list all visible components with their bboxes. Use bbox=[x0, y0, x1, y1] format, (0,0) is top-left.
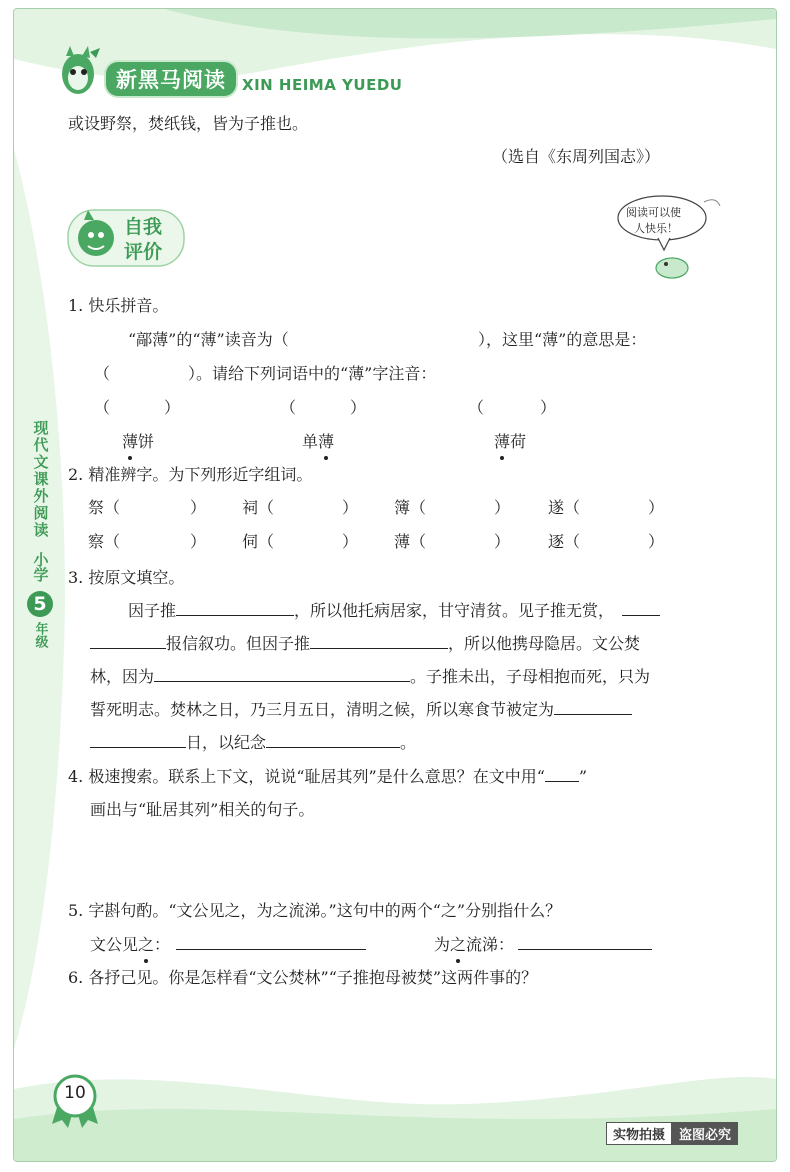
q3-l3-a: 林，因为 bbox=[90, 667, 155, 686]
q5-b-pre: 为 bbox=[434, 935, 451, 954]
q3-blank-4[interactable] bbox=[154, 665, 410, 682]
brand-title-cn: 新黑马阅读 bbox=[106, 62, 236, 96]
q2-r1-c1: 祭（ bbox=[88, 498, 121, 517]
stamp-right: 盗图必究 bbox=[672, 1122, 738, 1145]
brand-title-en: XIN HEIMA YUEDU bbox=[242, 76, 403, 94]
q1-pinyin-open-3: （ bbox=[468, 398, 485, 417]
q1-pinyin-close-1: ） bbox=[164, 398, 181, 417]
q1-title: 1. 快乐拼音。 bbox=[68, 296, 169, 315]
q1-word-3-dot: 薄 bbox=[494, 429, 510, 452]
q4-underline-sample bbox=[545, 765, 579, 782]
q5-a-dot: 之 bbox=[138, 932, 154, 955]
q3-l2-b: ，所以他携母隐居。文公焚 bbox=[448, 634, 641, 653]
q3-line1 bbox=[128, 598, 660, 621]
q1-pinyin-open-1: （ bbox=[94, 398, 111, 417]
copyright-stamp bbox=[606, 1122, 738, 1145]
q2-r1-c4-close: ） bbox=[648, 498, 665, 517]
q3-l5-a: 日，以纪念 bbox=[186, 733, 267, 752]
q3-blank-5b[interactable] bbox=[90, 731, 186, 748]
q5-blank-a[interactable] bbox=[176, 933, 366, 950]
q5-line1: 5. 字斟句酌。“文公见之，为之流涕。”这句中的两个“之”分别指什么？ bbox=[68, 901, 562, 920]
side-grade-label bbox=[30, 622, 50, 654]
q1-line2-a: （ bbox=[94, 364, 111, 383]
q5-a-post: ： bbox=[154, 935, 171, 954]
q3-l5-b: 。 bbox=[400, 733, 417, 752]
side-series-text: 现代文课外阅读 bbox=[31, 420, 50, 539]
q5-b-post: 流涕： bbox=[466, 935, 515, 954]
q4-line1-text: 4. 极速搜索。联系上下文，说说“耻居其列”是什么意思？在文中用“ bbox=[68, 767, 545, 786]
bubble-text-line1: 阅读可以使 bbox=[626, 206, 681, 219]
q2-title: 2. 精准辨字。为下列形近字组词。 bbox=[68, 465, 313, 484]
stamp-left: 实物拍摄 bbox=[606, 1122, 672, 1145]
q2-r1-c2-close: ） bbox=[342, 498, 359, 517]
q5-answer-b bbox=[434, 932, 652, 955]
q5-blank-b[interactable] bbox=[518, 933, 652, 950]
q1-word-2-dot: 薄 bbox=[318, 429, 334, 452]
q2-r2-c2: 伺（ bbox=[242, 532, 275, 551]
q2-r2-c1: 察（ bbox=[88, 532, 121, 551]
grade-number-badge: 5 bbox=[27, 591, 53, 617]
passage-source: （选自《东周列国志》） bbox=[492, 147, 661, 166]
q3-l1-b: ，所以他托病居家，甘守清贫。见子推无赏， bbox=[294, 601, 615, 620]
q2-r2-c1-close: ） bbox=[190, 532, 207, 551]
side-grade-text: 年级 bbox=[32, 622, 48, 648]
q3-l2-a: 报信叙功。但因子推 bbox=[166, 634, 311, 653]
q3-line4 bbox=[90, 697, 632, 720]
q5-a-pre: 文公见 bbox=[90, 935, 139, 954]
q3-blank-2b[interactable] bbox=[90, 632, 166, 649]
q3-title: 3. 按原文填空。 bbox=[68, 568, 185, 587]
page-number: 10 bbox=[64, 1083, 86, 1103]
q2-r2-c4: 逐（ bbox=[548, 532, 581, 551]
q3-blank-3[interactable] bbox=[310, 632, 448, 649]
q2-r1-c3: 簿（ bbox=[394, 498, 427, 517]
q2-r1-c3-close: ） bbox=[494, 498, 511, 517]
reading-bubble bbox=[612, 192, 722, 282]
q1-word-2-pre: 单 bbox=[302, 432, 319, 451]
badge-label-line2: 评价 bbox=[124, 241, 163, 263]
q3-line5 bbox=[90, 730, 416, 753]
badge-label-line1: 自我 bbox=[124, 216, 163, 238]
q2-r2-c3: 薄（ bbox=[394, 532, 427, 551]
q3-line2 bbox=[90, 631, 640, 654]
q5-answer-a bbox=[90, 932, 366, 955]
q3-line3 bbox=[90, 664, 650, 687]
q4-line2: 画出与“耻居其列”相关的句子。 bbox=[90, 800, 315, 819]
q1-pinyin-close-3: ） bbox=[540, 398, 557, 417]
q3-blank-1[interactable] bbox=[176, 599, 294, 616]
bubble-text-line2: 人快乐！ bbox=[634, 222, 678, 235]
q1-word-3-post: 荷 bbox=[510, 432, 527, 451]
side-series-label bbox=[30, 420, 50, 544]
q1-word-1-dot: 薄 bbox=[122, 429, 138, 452]
passage-last-line: 或设野祭，焚纸钱，皆为子推也。 bbox=[68, 114, 309, 133]
q2-r1-c2: 祠（ bbox=[242, 498, 275, 517]
q2-r2-c2-close: ） bbox=[342, 532, 359, 551]
q3-l4-a: 誓死明志。焚林之日，乃三月五日，清明之候，所以寒食节被定为 bbox=[90, 700, 555, 719]
q2-r2-c3-close: ） bbox=[494, 532, 511, 551]
q2-r1-c4: 遂（ bbox=[548, 498, 581, 517]
q3-blank-5a[interactable] bbox=[554, 698, 632, 715]
q2-r2-c4-close: ） bbox=[648, 532, 665, 551]
q2-r1-c1-close: ） bbox=[190, 498, 207, 517]
q6-line1: 6. 各抒己见。你是怎样看“文公焚林”“子推抱母被焚”这两件事的？ bbox=[68, 968, 538, 987]
q1-word-3 bbox=[494, 429, 526, 452]
q3-blank-2a[interactable] bbox=[622, 599, 660, 616]
q1-line1-a: “鄗薄”的“薄”读音为（ bbox=[128, 330, 289, 349]
side-level-text: 小学 bbox=[31, 552, 50, 582]
brand-logo bbox=[56, 44, 402, 100]
q3-blank-6[interactable] bbox=[266, 731, 400, 748]
q1-line2-b: ）。请给下列词语中的“薄”字注音： bbox=[188, 364, 437, 383]
q5-b-dot: 之 bbox=[450, 932, 466, 955]
q4-line1 bbox=[68, 764, 587, 787]
side-level-label bbox=[30, 552, 50, 587]
q4-line1-end: ” bbox=[578, 767, 588, 786]
q1-pinyin-close-2: ） bbox=[350, 398, 367, 417]
q1-line1-b: ），这里“薄”的意思是： bbox=[478, 330, 647, 349]
q1-word-1-post: 饼 bbox=[138, 432, 155, 451]
q3-l3-b: 。子推未出，子母相抱而死，只为 bbox=[410, 667, 651, 686]
q1-pinyin-open-2: （ bbox=[280, 398, 297, 417]
q3-l1-a: 因子推 bbox=[128, 601, 177, 620]
q1-word-1 bbox=[122, 429, 154, 452]
q1-word-2 bbox=[302, 429, 334, 452]
horse-mascot-icon bbox=[56, 44, 102, 100]
self-evaluation-badge bbox=[66, 206, 186, 268]
